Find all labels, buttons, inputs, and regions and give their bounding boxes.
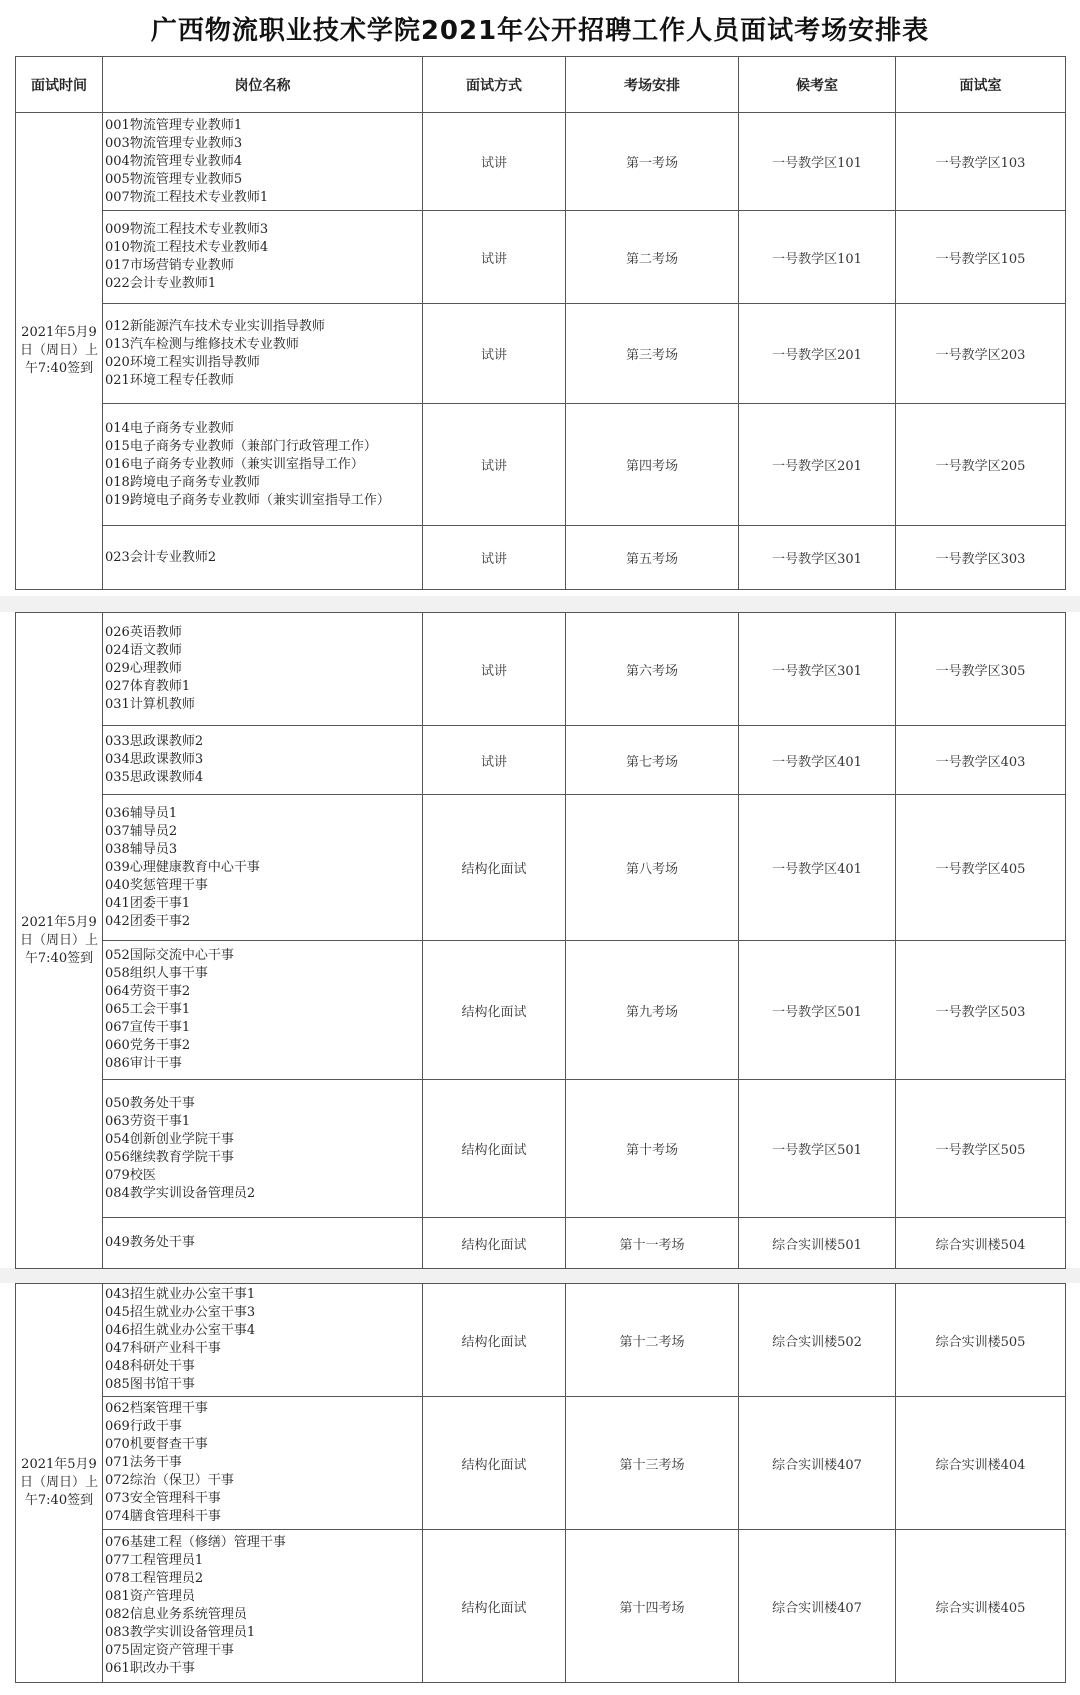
interview-room: 一号教学区405 — [896, 795, 1066, 941]
interview-method: 结构化面试 — [423, 1530, 566, 1683]
position-item: 029心理教师 — [105, 661, 182, 676]
table-row — [16, 613, 1066, 726]
venue: 第四考场 — [566, 404, 739, 526]
interview-room: 综合实训楼404 — [896, 1397, 1066, 1530]
position-item: 042团委干事2 — [105, 913, 191, 929]
position-item: 072综治（保卫）干事 — [105, 1473, 234, 1488]
waiting-room: 一号教学区401 — [739, 726, 896, 795]
position-item: 012新能源汽车技术专业实训指导教师 — [105, 318, 325, 334]
interview-method: 试讲 — [423, 304, 566, 404]
interview-room: 综合实训楼405 — [896, 1530, 1066, 1683]
position-item: 001物流管理专业教师1 — [105, 117, 243, 133]
table-row — [16, 404, 1066, 526]
venue: 第十考场 — [566, 1080, 739, 1218]
interview-method: 结构化面试 — [423, 1218, 566, 1269]
waiting-room: 一号教学区101 — [739, 211, 896, 304]
position-item: 034思政课教师3 — [105, 752, 204, 767]
position-item: 054创新创业学院干事 — [105, 1131, 234, 1147]
position-item: 067宣传干事1 — [105, 1020, 191, 1035]
venue: 第一考场 — [566, 113, 739, 211]
interview-room: 一号教学区505 — [896, 1080, 1066, 1218]
interview-room: 一号教学区303 — [896, 526, 1066, 590]
schedule-table-2 — [15, 612, 1066, 1269]
position-item: 084教学实训设备管理员2 — [105, 1185, 256, 1201]
position-list — [103, 211, 423, 304]
interview-room: 一号教学区203 — [896, 304, 1066, 404]
schedule-table-1 — [15, 56, 1066, 590]
position-list — [103, 795, 423, 941]
position-item: 045招生就业办公室干事3 — [105, 1305, 256, 1320]
position-item: 037辅导员2 — [105, 823, 178, 839]
interview-method: 试讲 — [423, 211, 566, 304]
waiting-room: 综合实训楼501 — [739, 1218, 896, 1269]
position-item: 077工程管理员1 — [105, 1553, 204, 1568]
interview-room: 一号教学区403 — [896, 726, 1066, 795]
table-row — [16, 726, 1066, 795]
interview-method: 试讲 — [423, 404, 566, 526]
waiting-room: 一号教学区201 — [739, 304, 896, 404]
position-item: 005物流管理专业教师5 — [105, 171, 243, 187]
interview-room: 综合实训楼504 — [896, 1218, 1066, 1269]
table-row — [16, 1080, 1066, 1218]
position-item: 058组织人事干事 — [105, 966, 208, 981]
venue: 第三考场 — [566, 304, 739, 404]
table-row — [16, 113, 1066, 211]
header-waiting-room: 候考室 — [739, 57, 896, 113]
waiting-room: 一号教学区501 — [739, 941, 896, 1080]
position-item: 010物流工程技术专业教师4 — [105, 240, 269, 255]
interview-date: 2021年5月9日（周日）上午7:40签到 — [16, 113, 103, 590]
position-list — [103, 304, 423, 404]
position-item: 035思政课教师4 — [105, 770, 204, 785]
position-list — [103, 941, 423, 1080]
position-item: 018跨境电子商务专业教师 — [105, 474, 260, 490]
table-row — [16, 1284, 1066, 1397]
header-row — [16, 57, 1066, 113]
position-list — [103, 1530, 423, 1683]
position-item: 036辅导员1 — [105, 805, 178, 821]
position-item: 040奖惩管理干事 — [105, 877, 208, 893]
table-gap — [0, 596, 1080, 612]
table-row — [16, 211, 1066, 304]
header-position-name: 岗位名称 — [103, 57, 423, 113]
interview-room: 一号教学区105 — [896, 211, 1066, 304]
position-item: 009物流工程技术专业教师3 — [105, 222, 269, 237]
table-row — [16, 941, 1066, 1080]
position-list — [103, 726, 423, 795]
schedule-table-3 — [15, 1283, 1066, 1683]
interview-date: 2021年5月9日（周日）上午7:40签到 — [16, 1284, 103, 1683]
position-item: 016电子商务专业教师（兼实训室指导工作） — [105, 456, 364, 472]
interview-method: 结构化面试 — [423, 1284, 566, 1397]
table-row — [16, 1530, 1066, 1683]
interview-method: 试讲 — [423, 526, 566, 590]
position-item: 063劳资干事1 — [105, 1113, 191, 1129]
position-item: 062档案管理干事 — [105, 1401, 208, 1416]
position-item: 075固定资产管理干事 — [105, 1643, 234, 1658]
position-item: 082信息业务系统管理员 — [105, 1607, 247, 1622]
interview-room: 一号教学区503 — [896, 941, 1066, 1080]
position-list — [103, 1284, 423, 1397]
position-item: 014电子商务专业教师 — [105, 420, 234, 436]
position-item: 015电子商务专业教师（兼部门行政管理工作） — [105, 438, 377, 454]
venue: 第十四考场 — [566, 1530, 739, 1683]
interview-room: 一号教学区305 — [896, 613, 1066, 726]
position-list — [103, 404, 423, 526]
position-item: 039心理健康教育中心干事 — [105, 859, 260, 875]
waiting-room: 综合实训楼407 — [739, 1397, 896, 1530]
interview-method: 试讲 — [423, 113, 566, 211]
waiting-room: 综合实训楼407 — [739, 1530, 896, 1683]
position-item: 021环境工程专任教师 — [105, 372, 234, 388]
position-list — [103, 1080, 423, 1218]
waiting-room: 一号教学区301 — [739, 613, 896, 726]
position-item: 049教务处干事 — [105, 1235, 195, 1250]
waiting-room: 一号教学区101 — [739, 113, 896, 211]
interview-method: 试讲 — [423, 726, 566, 795]
interview-method: 结构化面试 — [423, 1080, 566, 1218]
venue: 第二考场 — [566, 211, 739, 304]
interview-method: 试讲 — [423, 613, 566, 726]
header-venue: 考场安排 — [566, 57, 739, 113]
position-item: 076基建工程（修缮）管理干事 — [105, 1535, 286, 1550]
table-row — [16, 1397, 1066, 1530]
interview-date: 2021年5月9日（周日）上午7:40签到 — [16, 613, 103, 1269]
position-item: 073安全管理科干事 — [105, 1491, 221, 1506]
header-interview-time: 面试时间 — [16, 57, 103, 113]
waiting-room: 一号教学区401 — [739, 795, 896, 941]
position-item: 050教务处干事 — [105, 1095, 195, 1111]
position-item: 069行政干事 — [105, 1419, 182, 1434]
position-item: 071法务干事 — [105, 1455, 182, 1470]
venue: 第七考场 — [566, 726, 739, 795]
position-item: 070机要督查干事 — [105, 1437, 208, 1452]
position-list — [103, 1218, 423, 1269]
waiting-room: 一号教学区501 — [739, 1080, 896, 1218]
position-item: 022会计专业教师1 — [105, 276, 217, 291]
position-list — [103, 526, 423, 590]
position-item: 003物流管理专业教师3 — [105, 135, 243, 151]
position-item: 046招生就业办公室干事4 — [105, 1323, 256, 1338]
position-item: 048科研处干事 — [105, 1359, 195, 1374]
header-interview-method: 面试方式 — [423, 57, 566, 113]
position-item: 083教学实训设备管理员1 — [105, 1625, 256, 1640]
table-row — [16, 304, 1066, 404]
position-item: 020环境工程实训指导教师 — [105, 354, 260, 370]
venue: 第六考场 — [566, 613, 739, 726]
position-item: 024语文教师 — [105, 643, 182, 658]
position-item: 004物流管理专业教师4 — [105, 153, 243, 169]
position-item: 027体育教师1 — [105, 679, 191, 694]
interview-method: 结构化面试 — [423, 941, 566, 1080]
position-item: 085图书馆干事 — [105, 1377, 195, 1392]
table-gap — [0, 1268, 1080, 1283]
waiting-room: 综合实训楼502 — [739, 1284, 896, 1397]
position-item: 033思政课教师2 — [105, 734, 204, 749]
position-list — [103, 613, 423, 726]
position-item: 038辅导员3 — [105, 841, 178, 857]
table-row — [16, 795, 1066, 941]
position-item: 052国际交流中心干事 — [105, 948, 234, 963]
position-item: 031计算机教师 — [105, 697, 195, 712]
interview-method: 结构化面试 — [423, 795, 566, 941]
position-item: 041团委干事1 — [105, 895, 191, 911]
interview-room: 一号教学区205 — [896, 404, 1066, 526]
position-list — [103, 113, 423, 211]
position-item: 061职改办干事 — [105, 1661, 195, 1676]
position-item: 056继续教育学院干事 — [105, 1149, 234, 1165]
position-item: 026英语教师 — [105, 625, 182, 640]
position-item: 079校医 — [105, 1167, 156, 1183]
interview-room: 一号教学区103 — [896, 113, 1066, 211]
position-item: 078工程管理员2 — [105, 1571, 204, 1586]
venue: 第九考场 — [566, 941, 739, 1080]
position-item: 017市场营销专业教师 — [105, 258, 234, 273]
position-item: 086审计干事 — [105, 1056, 182, 1071]
header-interview-room: 面试室 — [896, 57, 1066, 113]
waiting-room: 一号教学区201 — [739, 404, 896, 526]
venue: 第十一考场 — [566, 1218, 739, 1269]
position-item: 065工会干事1 — [105, 1002, 191, 1017]
position-item: 060党务干事2 — [105, 1038, 191, 1053]
position-item: 074膳食管理科干事 — [105, 1509, 221, 1524]
venue: 第十二考场 — [566, 1284, 739, 1397]
position-item: 007物流工程技术专业教师1 — [105, 189, 269, 205]
venue: 第五考场 — [566, 526, 739, 590]
position-item: 043招生就业办公室干事1 — [105, 1287, 256, 1302]
position-item: 013汽车检测与维修技术专业教师 — [105, 336, 299, 352]
position-list — [103, 1397, 423, 1530]
venue: 第八考场 — [566, 795, 739, 941]
position-item: 081资产管理员 — [105, 1589, 195, 1604]
position-item: 064劳资干事2 — [105, 984, 191, 999]
interview-method: 结构化面试 — [423, 1397, 566, 1530]
waiting-room: 一号教学区301 — [739, 526, 896, 590]
venue: 第十三考场 — [566, 1397, 739, 1530]
position-item: 019跨境电子商务专业教师（兼实训室指导工作） — [105, 492, 390, 508]
table-row — [16, 526, 1066, 590]
position-item: 047科研产业科干事 — [105, 1341, 221, 1356]
interview-room: 综合实训楼505 — [896, 1284, 1066, 1397]
page-title: 广西物流职业技术学院2021年公开招聘工作人员面试考场安排表 — [150, 16, 930, 46]
table-row — [16, 1218, 1066, 1269]
position-item: 023会计专业教师2 — [105, 549, 217, 565]
